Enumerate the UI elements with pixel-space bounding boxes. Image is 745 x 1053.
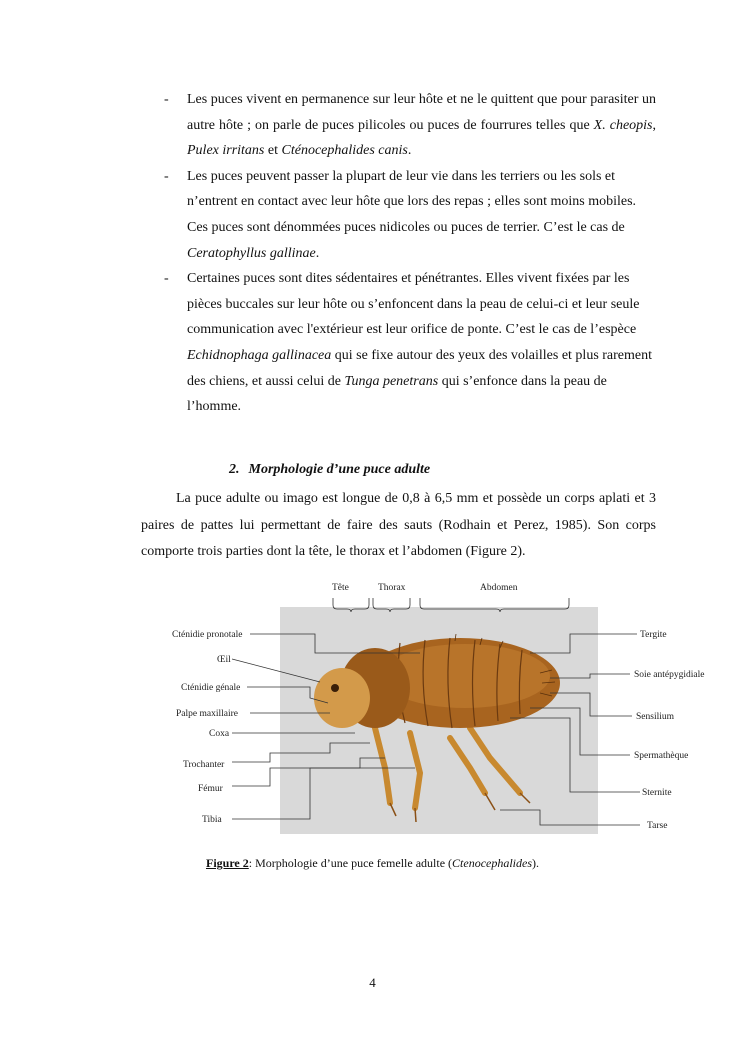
bullet-dash: - <box>164 92 169 107</box>
caption-label: Figure 2 <box>205 856 249 870</box>
label-sensilium: Sensilium <box>636 712 675 722</box>
bullet-list <box>164 87 656 420</box>
bullet-text: . <box>407 143 412 159</box>
label-tarsus: Tarse <box>647 821 668 831</box>
label-pronotal-ctenidium: Cténidie pronotale <box>172 630 243 640</box>
figure-flea-morphology <box>170 578 715 838</box>
label-genal-ctenidium: Cténidie génale <box>181 683 241 693</box>
label-head: Tête <box>332 583 349 593</box>
label-sternite: Sternite <box>642 788 672 798</box>
species-name: X. cheopis <box>593 117 653 133</box>
section-title-text: Morphologie d’une puce adulte <box>248 462 431 477</box>
caption-species: Ctenocephalides <box>452 856 533 870</box>
caption-end: ). <box>532 856 540 870</box>
label-tergite: Tergite <box>640 630 667 640</box>
species-name: Pulex irritans <box>187 143 265 159</box>
bullet-item <box>164 87 656 164</box>
species-name: Cténocephalides canis <box>281 143 408 159</box>
caption-text: : Morphologie d’une puce femelle adulte ( <box>248 856 453 870</box>
label-eye: Œil <box>217 655 231 665</box>
body-paragraph: La puce adulte ou imago est longue de 0,8 à 6,5 mm et possède un corps aplati et 3 paires de pattes lui permettant de faire des sauts (Rodhain et Perez, 1985). Son corps comporte trois parties dont la tête, le thorax et l’abdomen (Figure 2). <box>141 491 656 559</box>
bullet-text: . <box>315 245 320 261</box>
flea-head <box>314 668 370 728</box>
bullet-text: Les puces vivent en permanence sur leur hôte et ne le quittent que pour parasiter un autre hôte ; on parle de puces pilicoles ou puces de fourrures telles que <box>187 92 656 133</box>
label-thorax: Thorax <box>378 583 406 593</box>
label-trochanter: Trochanter <box>183 760 225 770</box>
page-number: 4 <box>369 975 376 990</box>
bullet-text: et <box>264 143 282 159</box>
bullet-item <box>164 266 656 420</box>
bullet-text: Les puces peuvent passer la plupart de leur vie dans les terriers ou les sols et n’entrent en contact avec leur hôte que lors des repas ; elles sont moins mobiles. Ces puces sont dénommées puces nidicoles ou puces de terrier. C’est le cas de <box>187 168 637 235</box>
bullet-item <box>164 164 656 266</box>
label-maxillary-palp: Palpe maxillaire <box>176 709 238 719</box>
bullet-text: , <box>652 117 656 133</box>
bullet-text: qui se fixe autour des yeux des volailles et plus rarement des chiens, et aussi celui de <box>187 347 653 389</box>
flea-eye <box>331 684 339 692</box>
bullet-text: qui s’enfonce dans la peau de l’homme. <box>187 373 607 415</box>
species-name: Echidnophaga gallinacea <box>187 347 332 363</box>
label-abdomen: Abdomen <box>480 583 518 593</box>
bullet-dash: - <box>164 168 169 184</box>
section-heading <box>229 462 430 478</box>
figure-caption <box>0 856 745 871</box>
label-antepygidial-bristle: Soie antépygidiale <box>634 670 705 680</box>
label-coxa: Coxa <box>209 729 230 739</box>
figure-svg <box>170 578 715 838</box>
species-name: Ceratophyllus gallinae <box>187 245 316 261</box>
species-name: Tunga penetrans <box>344 373 439 389</box>
label-spermatheca: Spermathèque <box>634 751 689 761</box>
section-number: 2. <box>229 462 240 477</box>
bullet-dash: - <box>164 271 169 287</box>
label-tibia: Tibia <box>202 815 222 825</box>
bullet-text: Certaines puces sont dites sédentaires et pénétrantes. Elles vivent fixées par les pièces buccales sur leur hôte ou s’enfoncent dans la peau de celui-ci et leur seule communication avec l'extérieur est leur orifice de ponte. C’est le cas de l’espèce <box>187 271 640 338</box>
label-femur: Fémur <box>198 784 223 794</box>
